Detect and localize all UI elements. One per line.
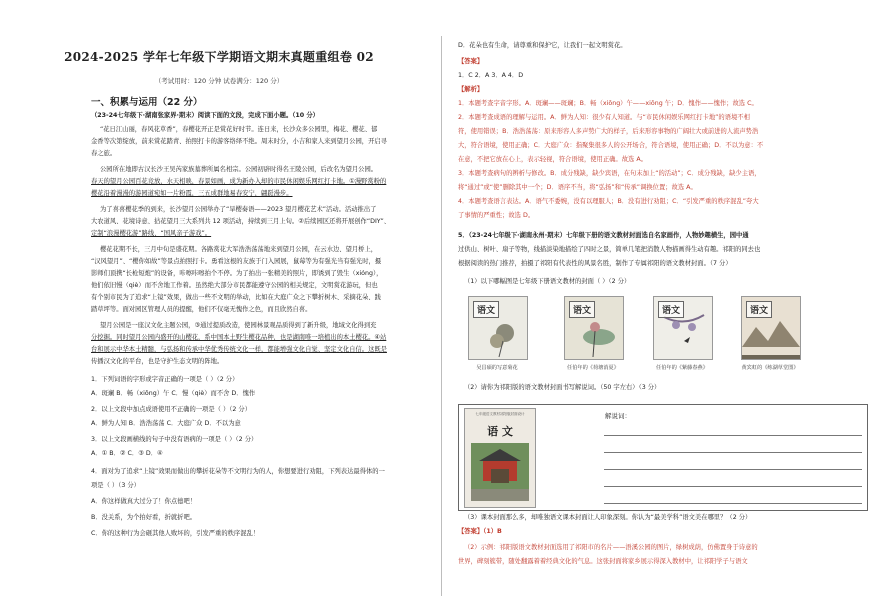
passage-line: “花日江山丽，春风花草香”，春樱花开正是赏花好时节。连日来，长沙众多公园里，梅花、樱花、郁 [100, 126, 378, 133]
analysis-line: 4．本题考查语言表达。A．语气不委婉，没有以理服人；B．没有进行劝阻；C．“引发严重的秩序混乱”夸大 [458, 198, 759, 205]
right-column [446, 0, 870, 615]
passage-line: 影师们顶携“长枪短炮”的设备，咔嚓咔嚓拍个不停。为了拍出一张精美的照片，即诱到了毁生（xióng）， [91, 270, 383, 277]
passage-line: 公园所在地即古汉长沙王吴芮家族墓葬所属名相宗。公园初辟时得名王陵公园，后改名为望月公园。 [100, 166, 378, 173]
analysis-tag: 【解析】 [458, 86, 484, 93]
column-divider [441, 36, 442, 596]
exam-title: 2024-2025 学年七年级下学期语文期末真题重组卷 02 [64, 50, 374, 64]
passage-line: 分挖掘。同时望月公园内盛开的山樱花，系中国本土野生樱花品种，也是湖南唯一培植出的本土樱花。④站 [91, 334, 387, 341]
question-stem: 4．面对为了追求“上镜”效果而做出的攀折花朵等不文明行为的人，你想要进行劝阻，下列表达最得体的一 [91, 468, 385, 475]
image-caption: 任伯年的《紫藤春燕》 [656, 365, 708, 371]
cover-image-b[interactable] [564, 296, 624, 360]
image-caption: 黄宾虹的《练湖草堂图》 [741, 365, 799, 371]
passage-line: 樱花花期不长，三月中旬是盛花期。各路赏花大军浩浩荡荡地来到望月公园，在云水边、望月桥上， [100, 246, 378, 253]
answer-detail: （2）示例：祁阳版语文教材封面选用了祁阳市的名片——浯溪公园的图片，绿树成荫，仿佛置身于诗意的 [464, 544, 758, 551]
answer-detail: 世界，碑刻簇带，随处翻露着着经典文化的气息。这张封面将家乡展示得深入教材中，让祁阳学子与语文 [458, 558, 748, 565]
exam-subtitle: （考试用时：120 分钟 试卷满分：120 分） [154, 77, 284, 85]
image-caption: 吴昌硕的写意菊花 [476, 365, 518, 371]
question-option: C．你的这种行为会砸其他人败坏的，引发严重的秩序混乱！ [91, 530, 260, 537]
question-stem: 3．以上文段画横线的句子中没有语病的一项是（ ）（2 分） [91, 436, 258, 443]
question-option: A．你这样做真大过分了！你点德吧！ [91, 498, 197, 505]
passage-line: 他们依旧慢（qiè）而不舍地工作着。虽然绝大部分市民都能遵守公园的相关规定，文明赏花游玩，但也 [91, 282, 378, 289]
commentary-label: 解说词： [605, 412, 631, 420]
passage-line: 台和展示中华本土精髓，与弘扬和传承中华优秀传统文化一样，都能增强文化自觉、坚定文化自信。这既是 [91, 346, 387, 353]
garden-pavilion-photo [465, 409, 535, 507]
answer-line-rule [604, 452, 862, 453]
question-stem: （3）课本封面那么多，却唯独语文课本封面让人印象深刻。你认为“最美学科”语文美在哪里？（2 分） [464, 514, 752, 521]
cover-image-a[interactable] [468, 296, 528, 360]
answer-line: 1．C 2．A 3．A 4．D [458, 72, 524, 79]
passage-line: 有个别市民为了追求“上镜”效果，做出一些不文明的举动，比如在大庭广众之下攀折树木、采摘花朵、践 [91, 294, 381, 301]
analysis-line: 将“通过”或“使”删除其中一个；D．语序不当，将“弘扬”和“传承”调换位置；故选 A。 [458, 184, 697, 191]
passage-line: 春之旅。 [91, 150, 117, 157]
answer-tag: 【答案】 [458, 58, 484, 65]
image-caption: 任伯年的《荷塘消夏》 [567, 365, 619, 371]
analysis-line: 大，符合语境，使用正确；C．大庭广众：指聚集很多人的公开场合，符合语境，使用正确；D．不以为意：不 [458, 142, 764, 149]
passage-line: 樱花沿着漫漫的游园道宛如一片粉霞，三五成群地易春安宁，翩跹漫步。 [91, 190, 293, 197]
answer-line-rule [604, 503, 862, 504]
passage-line: 踏草坪等。面对园区管理人员的提醒，他们不仅毫无愧作之色，而且欣然自喜。 [91, 306, 312, 313]
answer-line-rule [604, 435, 862, 436]
analysis-line: 3．本题考查病句的辨析与修改。B．成分残缺，缺少宾语，在句末加上“的活动”；C．成分残缺，缺少主语， [458, 170, 761, 177]
question-stem: 根据阅读的热门推荐，拍摄了祁阳有代表性的风景名胜，制作了专属祁阳的语文教材封面。（7 分） [458, 260, 732, 267]
question-options: A．鲜为人知 B．浩浩荡荡 C．大庭广众 D．不以为意 [91, 420, 241, 427]
answer-line: 【答案】（1）B [458, 528, 502, 535]
question-stem: （1）以下哪幅图是七年级下册语文教材的封面（ ）（2 分） [464, 278, 631, 285]
cover-title: 语 文 [487, 425, 513, 438]
question-options: A．斑斓 B．畅（xiōng）午 C．慢（qiè）而不舍 D．愧作 [91, 390, 256, 397]
question-option: B．没关系，为个拍好看，折就折吧。 [91, 514, 197, 521]
passage-line: 定制“浪漫樱花游”路线、“国风亲子游戏”。 [91, 230, 212, 237]
analysis-line: 2．本题考查成语的理解与运用。A．鲜为人知：很少有人知道。与“市民休闲娱乐网红打卡地”的语境不相 [458, 114, 750, 121]
cover-title-label: 语文 [658, 301, 684, 318]
question-stem: 1．下列词语的字形或字音正确的一项是（ ）（2 分） [91, 376, 239, 383]
cover-image-c[interactable] [653, 296, 713, 360]
question-stem: （2）请你为祁阳版的语文教材封面书写解说词。（50 字左右）（3 分） [464, 384, 661, 391]
section-heading: 一、积累与运用（22 分） [91, 97, 203, 108]
question-stem: 过供山、树叶、扇子等物，线描淡染地描绘了四时之景，简单几笔把消散人物描画得生动有趣。祁阳的同去也 [458, 246, 761, 253]
cover-image-d[interactable] [741, 296, 801, 360]
passage-line: 望月公园是一座汉文化主题公园，③通过提质改造，使园林景观品质得到了新升级，地域文化得到充 [100, 322, 377, 329]
passage-line: 大农道风、花境诗意、拈花望月三大系列共 12 项活动，持续到三月上旬。②后续园区还将开展创作“DIY”、 [91, 218, 391, 225]
cover-title-label: 语文 [569, 301, 595, 318]
analysis-line: 1．本题考查字音字形。A．斑斓——斑斓；B．畅（xiōng）午——xiōng 午；D．愧作——愧作；故选 C。 [458, 100, 758, 107]
answer-line-rule [604, 469, 862, 470]
analysis-line: 符，使用错误；B．浩浩荡荡：原来形容人多声势广大的样子，后来形容事物的广阔壮大或前进的人流声势浩 [458, 128, 759, 135]
question-stem: 项是（ ）（3 分） [91, 482, 140, 489]
question-option: D．花朵也有生命，请尊重和保护它，让我们一起文明赏花。 [458, 42, 627, 49]
cover-top-text: 七年级语文教材祁阳版封面设计 [475, 412, 525, 416]
answer-line-rule [604, 486, 862, 487]
cover-title-label: 语文 [746, 301, 772, 318]
question-stem: 2．以上文段中加点成语使用不正确的一项是（ ）（2 分） [91, 406, 251, 413]
cover-title-label: 语文 [473, 301, 499, 318]
passage-line: 传播汉文化的平台，也是守护生态文明的阵地。 [91, 358, 224, 365]
passage-line: 为了喜喜樱花季的到来，长沙望月公园举办了“旱樱奏语——2023 望月樱花艺术”活动。活动推出了 [100, 206, 377, 213]
qiyang-textbook-cover [464, 408, 536, 508]
question-intro: （23-24七年级下·湖南张家界·期末）阅读下面的文段，完成下面小题。（10 分） [91, 112, 319, 119]
question-stem: 5．（23-24七年级下·湖南永州·期末）七年级下册的语文教材封面选自名家画作，人物妙趣横生，园中通 [458, 232, 749, 239]
question-options: A．① B．② C．③ D．④ [91, 450, 163, 457]
passage-line: 春天的望月公园百花竞放，水天相映，春景如画，成为新办入却的市民休闲娱乐网红打卡地。①漫野赏粉的 [91, 178, 387, 185]
passage-line: “汉风望月”、“樱你如故”等景点拍照打卡。勇看这根的友族于门入园展，鼠莓等为有强光当有强光时，摄 [91, 258, 382, 265]
analysis-line: 在意，不把它放在心上，表示轻视，符合语境，使用正确。故选 A。 [458, 156, 647, 163]
passage-line: 金香等次第绽放，前来赏花踏青、拍照打卡的游客络绎不绝。周末时分，小吉和家人来到望月公园，开启寻 [91, 138, 387, 145]
cover-answer-box [458, 404, 868, 511]
analysis-line: 了事情的严重性；故选 D。 [458, 212, 535, 219]
